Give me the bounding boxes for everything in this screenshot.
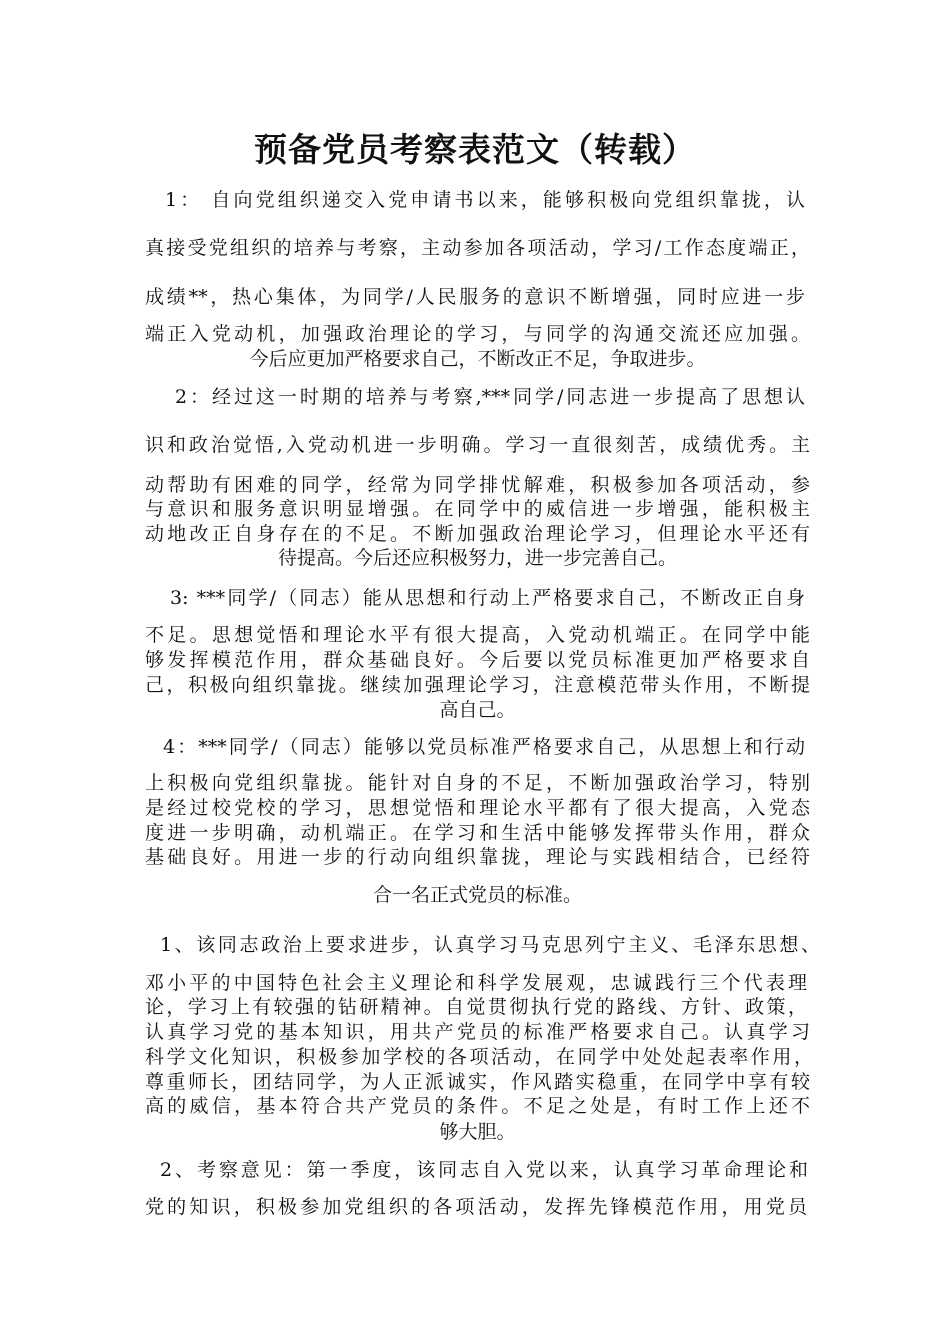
paragraph-line: 1、该同志政治上要求进步，认真学习马克思列宁主义、毛泽东思想、 [160,934,820,956]
paragraph-line: 2、考察意见：第一季度，该同志自入党以来，认真学习革命理论和 [160,1159,808,1181]
paragraph-line: 动地改正自身存在的不足。不断加强政治理论学习，但理论水平还有 [145,523,810,545]
paragraph-line: 今后应更加严格要求自己，不断改正不足，争取进步。 [249,348,706,370]
paragraph-line: 尊重师长，团结同学，为人正派诚实，作风踏实稳重，在同学中享有较 [145,1071,810,1093]
paragraph-line: 端正入党动机，加强政治理论的学习，与同学的沟通交流还应加强。 [145,323,810,345]
paragraph-line: 识和政治觉悟,入党动机进一步明确。学习一直很刻苦，成绩优秀。主 [145,434,810,456]
paragraph-line: 科学文化知识，积极参加学校的各项活动，在同学中处处起表率作用， [145,1046,813,1068]
paragraph-line: 己，积极向组织靠拢。继续加强理论学习，注意模范带头作用，不断提 [145,674,810,696]
paragraph-line: 真接受党组织的培养与考察，主动参加各项活动，学习/工作态度端正， [145,237,810,259]
paragraph-line: 1： 自向党组织递交入党申请书以来，能够积极向党组织靠拢，认 [165,189,805,211]
paragraph-line: 邓小平的中国特色社会主义理论和科学发展观，忠诚践行三个代表理 [145,972,807,994]
paragraph-line: 够大胆。 [439,1121,516,1143]
paragraph-line: 认真学习党的基本知识，用共产党员的标准严格要求自己。认真学习 [145,1021,810,1043]
paragraph-line: 基础良好。用进一步的行动向组织靠拢，理论与实践相结合，已经符 [145,846,810,868]
paragraph-line: 党的知识，积极参加党组织的各项活动，发挥先锋模范作用，用党员 [145,1196,807,1218]
paragraph-line: 2：经过这一时期的培养与考察,***同学/同志进一步提高了思想认 [175,386,805,408]
document-title: 预备党员考察表范文（转载） [254,130,696,169]
paragraph-line: 不足。思想觉悟和理论水平有很大提高，入党动机端正。在同学中能 [145,624,810,646]
paragraph-line: 成绩**，热心集体，为同学/人民服务的意识不断增强，同时应进一步 [145,286,805,308]
paragraph-line: 3: ***同学/（同志）能从思想和行动上严格要求自己，不断改正自身 [170,587,805,609]
paragraph-line: 动帮助有困难的同学，经常为同学排忧解难，积极参加各项活动，参 [145,474,810,496]
paragraph-line: 高的威信，基本符合共产党员的条件。不足之处是，有时工作上还不 [145,1095,810,1117]
paragraph-line: 够发挥模范作用，群众基础良好。今后要以党员标准更加严格要求自 [145,649,810,671]
paragraph-line: 4：***同学/（同志）能够以党员标准严格要求自己，从思想上和行动 [163,736,805,758]
paragraph-line: 合一名正式党员的标准。 [372,884,582,906]
paragraph-line: 度进一步明确，动机端正。在学习和生活中能够发挥带头作用，群众 [145,822,810,844]
paragraph-line: 待提高。今后还应积极努力，进一步完善自己。 [277,547,677,569]
paragraph-line: 高自己。 [439,699,516,721]
paragraph-line: 上积极向党组织靠拢。能针对自身的不足，不断加强政治学习，特别 [145,772,810,794]
paragraph-line: 是经过校党校的学习，思想觉悟和理论水平都有了很大提高，入党态 [145,797,810,819]
paragraph-line: 论，学习上有较强的钻研精神。自觉贯彻执行党的路线、方针、政策， [145,996,807,1018]
paragraph-line: 与意识和服务意识明显增强。在同学中的威信进一步增强，能积极主 [145,498,810,520]
